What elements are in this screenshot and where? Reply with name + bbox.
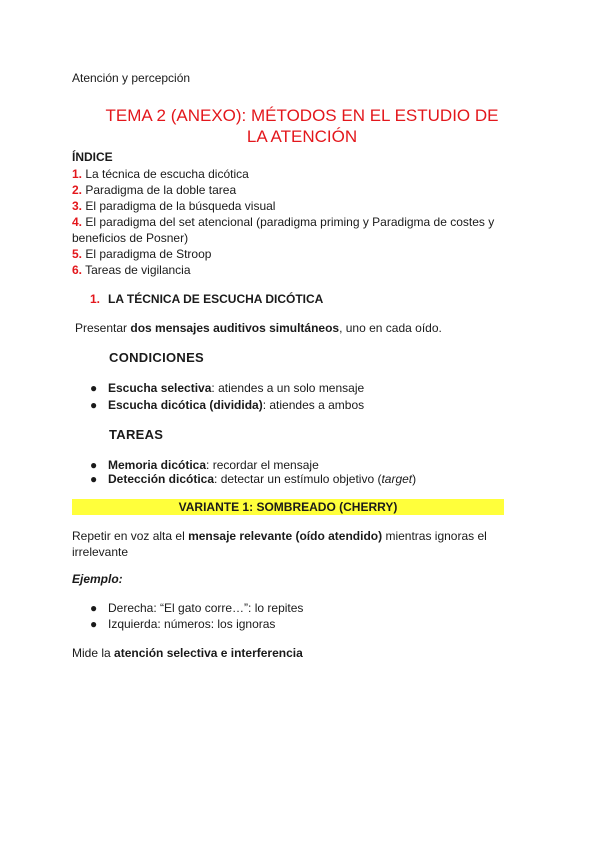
- index-list: [72, 166, 512, 278]
- index-item-2: [72, 182, 512, 198]
- index-number: 4.: [72, 215, 83, 229]
- bullet-text: : atiendes a un solo mensaje: [211, 381, 365, 395]
- bullet-item: [90, 458, 319, 472]
- index-number: 5.: [72, 247, 83, 261]
- index-number: 6.: [72, 263, 83, 277]
- index-text: El paradigma de Stroop: [82, 247, 212, 261]
- bullet-item: [90, 472, 416, 486]
- index-number: 2.: [72, 183, 83, 197]
- section-number: 1.: [90, 292, 101, 306]
- index-heading: ÍNDICE: [72, 150, 113, 164]
- example-text: Derecha: “El gato corre…”: lo repites: [108, 601, 304, 615]
- desc-text-end: mientras ignoras el irrelevante: [72, 529, 487, 559]
- index-item-6: [72, 262, 512, 278]
- index-text: Tareas de vigilancia: [82, 263, 191, 277]
- bullet-text: : detectar un estímulo objetivo (: [214, 472, 382, 486]
- bullet-text: : recordar el mensaje: [206, 458, 319, 472]
- index-item-5: [72, 246, 512, 262]
- measures-line: [72, 646, 303, 660]
- bullet-bold: Escucha dicótica (dividida): [108, 398, 263, 412]
- bullet-bold: Memoria dicótica: [108, 458, 207, 472]
- measures-bold: atención selectiva e interferencia: [114, 646, 303, 660]
- desc-text: Repetir en voz alta el: [72, 529, 189, 543]
- document-title: [72, 105, 532, 147]
- section-heading: [90, 292, 323, 306]
- index-number: 3.: [72, 199, 83, 213]
- bullet-item: [90, 381, 364, 395]
- measures-text: Mide la: [72, 646, 115, 660]
- variant-description: [72, 528, 512, 560]
- index-text: El paradigma del set atencional (paradigma priming y Paradigma de costes y beneficios de Posner): [72, 215, 495, 245]
- index-item-3: [72, 198, 512, 214]
- bullet-bold: Detección dicótica: [108, 472, 215, 486]
- intro-text: Presentar: [75, 321, 131, 335]
- bullet-tail: ): [412, 472, 417, 486]
- title-line-1: TEMA 2 (ANEXO): MÉTODOS EN EL ESTUDIO DE: [105, 106, 499, 125]
- example-item: [90, 617, 275, 631]
- tareas-heading: TAREAS: [109, 427, 164, 442]
- bullet-bold: Escucha selectiva: [108, 381, 212, 395]
- bullet-item: [90, 398, 364, 412]
- desc-bold: mensaje relevante (oído atendido): [188, 529, 383, 543]
- index-number: 1.: [72, 167, 83, 181]
- bullet-icon: ●: [90, 458, 98, 472]
- bullet-icon: ●: [90, 398, 98, 412]
- section-intro: [75, 321, 442, 335]
- intro-text-end: , uno en cada oído.: [339, 321, 442, 335]
- bullet-icon: ●: [90, 381, 98, 395]
- example-text: Izquierda: números: los ignoras: [108, 617, 276, 631]
- section-title: LA TÉCNICA DE ESCUCHA DICÓTICA: [108, 292, 324, 306]
- index-text: Paradigma de la doble tarea: [82, 183, 237, 197]
- index-item-4: [72, 214, 512, 246]
- bullet-italic: target: [381, 472, 413, 486]
- variant-highlight-heading: VARIANTE 1: SOMBREADO (CHERRY): [72, 499, 504, 515]
- page-header: Atención y percepción: [72, 71, 191, 85]
- example-heading: Ejemplo:: [72, 572, 123, 586]
- intro-bold: dos mensajes auditivos simultáneos: [130, 321, 340, 335]
- condiciones-heading: CONDICIONES: [109, 350, 205, 365]
- title-line-2: LA ATENCIÓN: [246, 127, 358, 146]
- example-item: [90, 601, 303, 615]
- bullet-icon: ●: [90, 472, 98, 486]
- index-text: El paradigma de la búsqueda visual: [82, 199, 276, 213]
- bullet-icon: ●: [90, 601, 98, 615]
- bullet-icon: ●: [90, 617, 98, 631]
- index-text: La técnica de escucha dicótica: [82, 167, 249, 181]
- index-item-1: [72, 166, 512, 182]
- bullet-text: : atiendes a ambos: [262, 398, 365, 412]
